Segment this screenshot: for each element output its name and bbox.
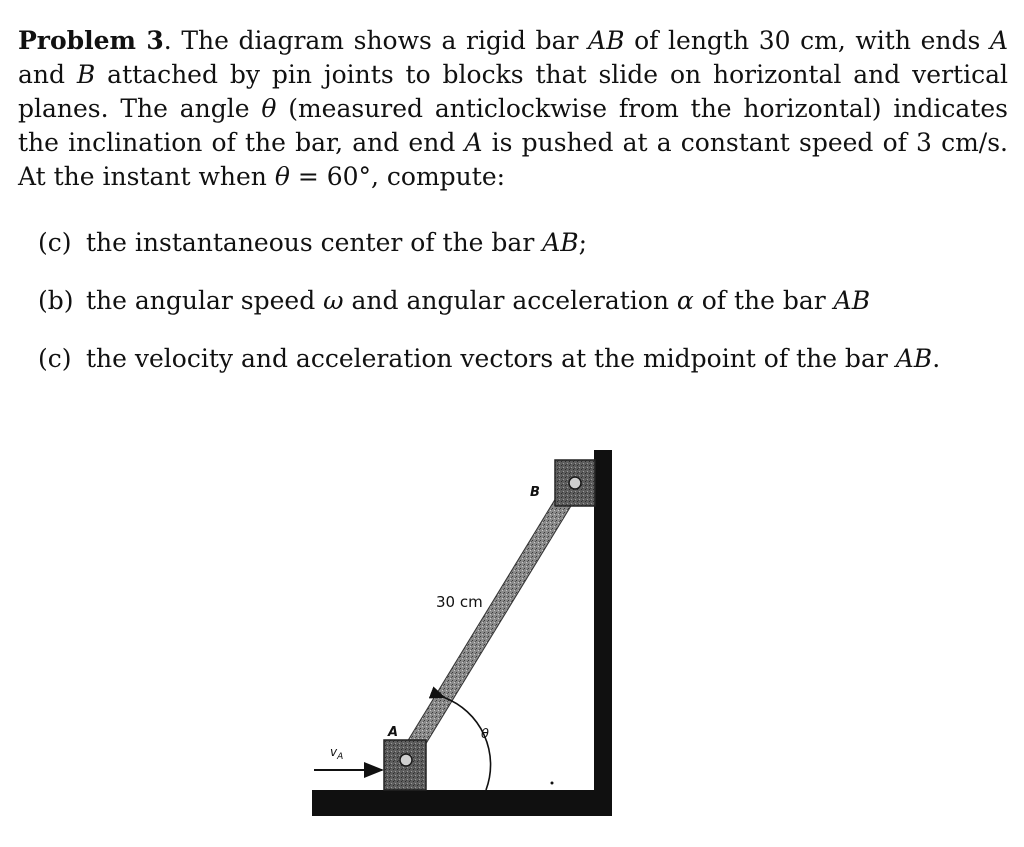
omega-symbol: ω bbox=[323, 286, 344, 315]
label-va bbox=[330, 745, 343, 762]
angle-arc bbox=[445, 698, 491, 790]
part-bar-name: AB bbox=[895, 344, 933, 373]
part-text: the instantaneous center of the bar bbox=[86, 228, 543, 257]
problem-text-5: (measured anticlockwise from the horizontal) indicates the inclination of the bar, and end bbox=[18, 94, 1008, 157]
theta-symbol: θ bbox=[261, 94, 277, 123]
problem-text-2: of length 30 cm, with ends bbox=[624, 26, 990, 55]
part-text: the angular speed bbox=[86, 286, 324, 315]
bar-ab-fill bbox=[406, 483, 575, 760]
part-item bbox=[38, 284, 978, 342]
part-item bbox=[38, 226, 978, 284]
horizontal-floor bbox=[312, 790, 612, 816]
floor-dot bbox=[551, 782, 554, 785]
part-label: (c) bbox=[38, 344, 72, 373]
label-b: B bbox=[530, 485, 540, 500]
part-item bbox=[38, 342, 978, 400]
pin-b bbox=[569, 477, 581, 489]
label-a: A bbox=[388, 725, 399, 740]
problem-parts bbox=[38, 226, 978, 400]
part-text: the velocity and acceleration vectors at the midpoint of the bar bbox=[86, 344, 896, 373]
part-bar-name: AB bbox=[542, 228, 579, 257]
bar-name: AB bbox=[588, 26, 625, 55]
part-bar-name: AB bbox=[833, 286, 871, 315]
label-length: 30 cm bbox=[436, 593, 483, 611]
label-theta: θ bbox=[481, 727, 489, 742]
label-va-sub: A bbox=[337, 752, 344, 762]
part-label: (c) bbox=[38, 228, 72, 257]
end-b-name: B bbox=[76, 60, 96, 89]
problem-text-3: and bbox=[18, 60, 77, 89]
problem-title: Problem 3 bbox=[18, 26, 164, 55]
vertical-wall bbox=[594, 450, 612, 816]
alpha-symbol: α bbox=[676, 286, 694, 315]
problem-text-1: The diagram shows a rigid bar bbox=[171, 26, 589, 55]
mechanism-diagram bbox=[300, 440, 630, 820]
problem-statement bbox=[18, 24, 1008, 194]
problem-text-6: is pushed at a constant speed of 3 cm/s. At the instant when bbox=[18, 128, 1008, 191]
end-a-name: A bbox=[989, 26, 1008, 55]
problem-period: . bbox=[163, 26, 172, 55]
problem-text-7: = 60°, compute: bbox=[289, 162, 506, 191]
theta-symbol-2: θ bbox=[274, 162, 290, 191]
label-va-v: v bbox=[330, 745, 338, 759]
pin-a bbox=[400, 754, 412, 766]
part-text: of the bar bbox=[693, 286, 834, 315]
part-suffix: ; bbox=[578, 228, 588, 257]
part-suffix: . bbox=[932, 344, 941, 373]
end-a-name-2: A bbox=[464, 128, 483, 157]
part-text: and angular acceleration bbox=[343, 286, 677, 315]
part-label: (b) bbox=[38, 286, 74, 315]
problem-text-4: attached by pin joints to blocks that slide on horizontal and vertical planes. The angle bbox=[18, 60, 1008, 123]
